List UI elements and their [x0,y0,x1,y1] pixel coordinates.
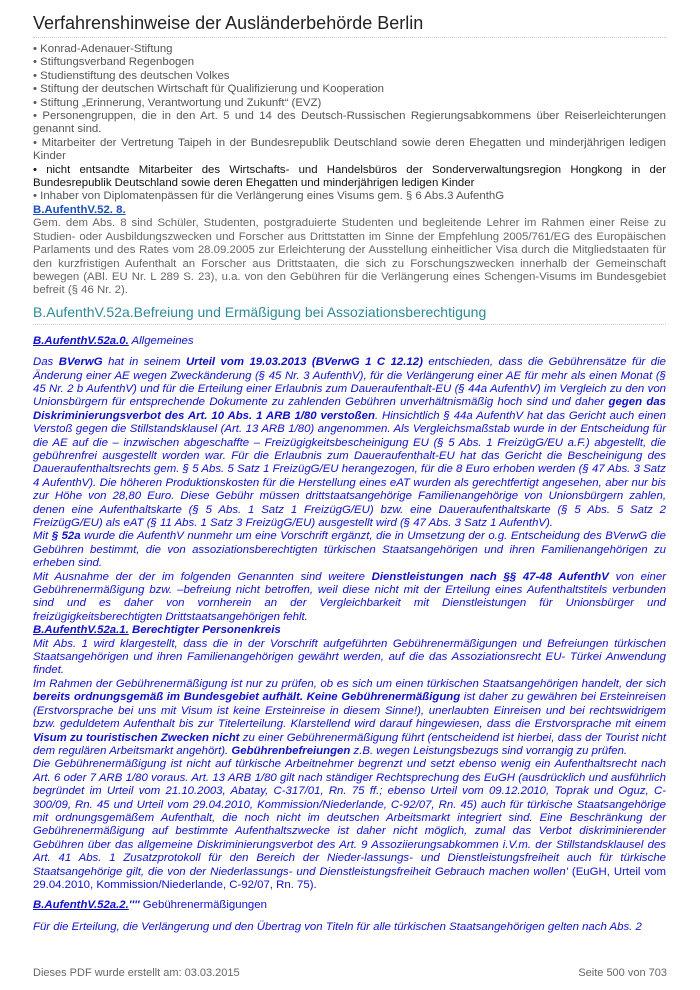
subsection-title: Gebührenermäßigungen [139,899,267,912]
list-item: • Mitarbeiter der Vertretung Taipeh in der Bundesrepublik Deutschland sowie deren Ehegatten und minderjährigen ledigen Kinder [33,136,666,163]
section-ref-link-52-8[interactable]: B.AufenthV.52. 8. [33,203,126,216]
paragraph: Mit Ausnahme der der im folgenden Genannten sind weitere Dienstleistungen nach §§ 47-48 AufenthV von einer Gebührenermäßigung bzw. –befreiung nicht betroffen, weil diese nicht mit der Erteilung eines Aufenthaltstitels verbunden sind und es daher von vornherein an der Vergleichbarkeit mit Dienstleistungen für Unionsbürger und freizügigkeitsberechtigten Drittstaatsangehörigen fehlt. [33,570,667,623]
list-item: • Stiftung „Erinnerung, Verantwortung und Zukunft“ (EVZ) [33,96,322,109]
section-ref-link-52a-0[interactable]: B.AufenthV.52a.0. [33,334,129,347]
section-52-8-text: Gem. dem Abs. 8 sind Schüler, Studenten, postgraduierte Studenten und begleitende Lehrer im Rahmen einer Reise zu Studien- oder Ausbildungszwecken und Forscher aus Drittstatten im Sinne der Empfehlung 2005/761/EG des Europäischen Parlaments und des Rates vom 28.09.2005 zur Erleichterung der Ausstellung einheitlicher Visa durch die Mitgliedstaaten für den kurzfristigen Aufenthalt an Forscher aus Drittstaaten, die sich zu Forschungszwecken innerhalb der Gemeinschaft bewegen (ABl. EU Nr. L 289 S. 23), u.a. von den Gebühren für die Verlängerung eines Schengen-Visums im Bundesgebiet befreit (§ 46 Nr. 2). [33,217,666,297]
page-title: Verfahrenshinweise der Ausländerbehörde Berlin [33,12,667,38]
list-item: • Personengruppen, die in den Art. 5 und 14 des Deutsch-Russischen Regierungsabkommens über Reiserleichterungen genannt sind. [33,110,666,136]
section-ref-link-52a-1[interactable]: B.AufenthV.52a.1. [33,624,129,637]
paragraph: Mit § 52a wurde die AufenthV nunmehr um eine Vorschrift ergänzt, die in Umsetzung der o.g. Entscheidung des BVerwG die Gebühren bestimmt, die von assoziationsberechtigten türkischen Staatsangehörigen und ihren Familienangehörigen zu erheben sind. [33,530,666,570]
subsection-heading-52a-1 [33,624,666,637]
list-item: • nicht entsandte Mitarbeiter des Wirtschafts- und Handelsbüros der Sonderverwaltungsregion Hongkong in der Bundesrepublik Deutschland sowie deren Ehegatten und minderjährigen ledigen Kinder [33,163,666,190]
footer-page-number: Seite 500 von 703 [578,967,667,979]
paragraph: Das BVerwG hat in seinem Urteil vom 19.03.2013 (BVerwG 1 C 12.12) entschieden, dass die Gebührensätze für die Änderung einer AE wegen Zweckänderung (§ 45 Nr. 3 AufenthV), für die Verlängerung einer AE für mehr als einen Monat (§ 45 Nr. 2 b AufenthV) und für die Erteilung einer Erlaubnis zum Daueraufenthalt-EU (§ 44a AufenthV) im Vergleich zu den von Unionsbürgern für entsprechende Dokumente zu zahlenden Gebühren unverhältnismäßig hoch sind und daher gegen das Diskriminierungsverbot des Art. 10 Abs. 1 ARB 1/80 verstoßen. Hinsichtlich § 44a AufenthV hat das Gericht auch einen Verstoß gegen die Stillstandsklausel (Art. 13 ARB 1/80) angenommen. Als Vergleichsmaßstab wurde in der Entscheidung für die AE auf die – inzwischen abgeschaffte – Freizügigkeitsbescheinigung EU (§ 5 Abs. 1 FreizügG/EU a.F.) abgestellt, die gebührenfrei ausgestellt worden war. Für die Erlaubnis zum Daueraufenthalt-EU hat das Gericht die Bescheinigung des Daueraufenthaltsrechts gem. § 5 Abs. 5 Satz 1 FreizügG/EU herangezogen, für die 8 Euro erhoben werden (§ 47 Abs. 3 Satz 4 AufenthV). Die höheren Produktionskosten für die Herstellung eines eAT wurden als gerechtfertigt angesehen, aber nur bis zur Höhe von 28,80 Euro. Diese Gebühr müssen drittstaatsangehörige Familienangehörige von Unionsbürgern zahlen, denen eine Aufenthaltskarte (§ 5 Abs. 1 Satz 1 FreizügG/EU) bzw. eine Daueraufenthaltskarte (§ 5 Abs. 5 Satz 2 FreizügG/EU) als eAT (§ 11 Abs. 1 Satz 3 FreizügG/EU) ausgestellt wird (§ 47 Abs. 3 Satz 1 AufenthV). [33,356,667,529]
list-item: • Konrad-Adenauer-Stiftung [33,43,173,55]
paragraph: Mit Abs. 1 wird klargestellt, dass die in der Vorschrift aufgeführten Gebührenermäßigungen und Befreiungen türkischen Staatsangehörigen und ihren Familienangehörigen gewährt werden, auf die das Assoziationsrecht EU- Türkei Anwendung findet. [33,637,666,677]
subsection-title: Berechtigter Personenkreis [128,624,281,637]
paragraph: Im Rahmen der Gebührenermäßigung ist nur zu prüfen, ob es sich um einen türkischen Staatsangehörigen handelt, der sich bereits ordnungsgemäß im Bundesgebiet aufhält. Keine Gebührenermäßigung ist daher zu gewähren bei Ersteinreisen (Erstvorsprache bei uns mit Visum ist keine Ersteinreise in diesem Sinne!), unerlaubten Einreisen und bei rechtswidrigem bzw. geduldetem Aufenthalt bis zur Titelerteilung. Klarstellend wird darauf hingewiesen, dass die Erstvorsprache mit einem Visum zu touristischen Zwecken nicht zu einer Gebührenermäßigung führt (entscheidend ist hierbei, dass der Tourist nicht dem regulären Arbeitsmarkt angehört). Gebührenbefreiungen z.B. wegen Leistungsbezugs sind vorrangig zu prüfen. [33,677,666,757]
list-item: • Studienstiftung des deutschen Volkes [33,69,230,82]
list-item: • Stiftungsverband Regenbogen [33,56,195,69]
document-body [33,43,666,934]
list-item: • Inhaber von Diplomatenpässen für die Verlängerung eines Visums gem. § 6 Abs.3 AufenthG [33,190,505,203]
paragraph: Die Gebührenermäßigung ist nicht auf türkische Arbeitnehmer begrenzt und setzt ebenso wenig ein Aufenthaltsrecht nach Art. 6 oder 7 ARB 1/80 voraus. Art. 13 ARB 1/80 gilt nach ständiger Rechtsprechung des EuGH (ausdrücklich und ausführlich begründet im Urteil vom 21.10.2003, Abatay, C-317/01, Rn. 75 ff.; ebenso Urteil vom 09.12.2010, Toprak und Oguz, C-300/09, Rn. 45 und Urteil vom 29.04.2010, Kommission/Niederlande, C-92/07, Rn. 45) auch für türkische Staatsangehörige mit ordnungsgemäßem Aufenthalt, die noch nicht im deutschen Arbeitsmarkt integriert sind. Eine Beschränkung der Gebührenermäßigung auf bestimmte Aufenthaltszwecke ist daher nicht möglich, zumal das Verbot diskriminierender Gebühren über das allgemeine Diskriminierungsverbot des Art. 9 Assoziierungsabkommen i.V.m. der Stillstandsklausel des Art. 41 Abs. 1 Zusatzprotokoll für den Bereich der Nieder-lassungs- und Dienstleistungsfreiheit auch für türkische Staatsangehörige gilt, die von der Niederlassungs- und Dienstleistungsfreiheit Gebrauch machen wollen' (EuGH, Urteil vom 29.04.2010, Kommission/Niederlande, C-92/07, Rn. 75). [33,758,666,891]
subsection-heading-52a-0 [33,335,666,348]
section-heading-52a: B.AufenthV.52a.Befreiung und Ermäßigung bei Assoziationsberechtigung [33,304,666,325]
subsection-heading-52a-2: B.AufenthV.52a.2.'''' Gebührenermäßigungen [33,899,267,912]
footer-created-date: Dieses PDF wurde erstellt am: 03.03.2015 [33,967,240,979]
subsection-title: Allgemeines [128,334,194,347]
section-ref-link-52a-2[interactable]: B.AufenthV.52a.2. [33,899,129,912]
list-item: • Stiftung der deutschen Wirtschaft für Qualifizierung und Kooperation [33,83,384,96]
paragraph: Für die Erteilung, die Verlängerung und den Übertrag von Titeln für alle türkischen Staatsangehörigen gelten nach Abs. 2 [33,920,642,933]
